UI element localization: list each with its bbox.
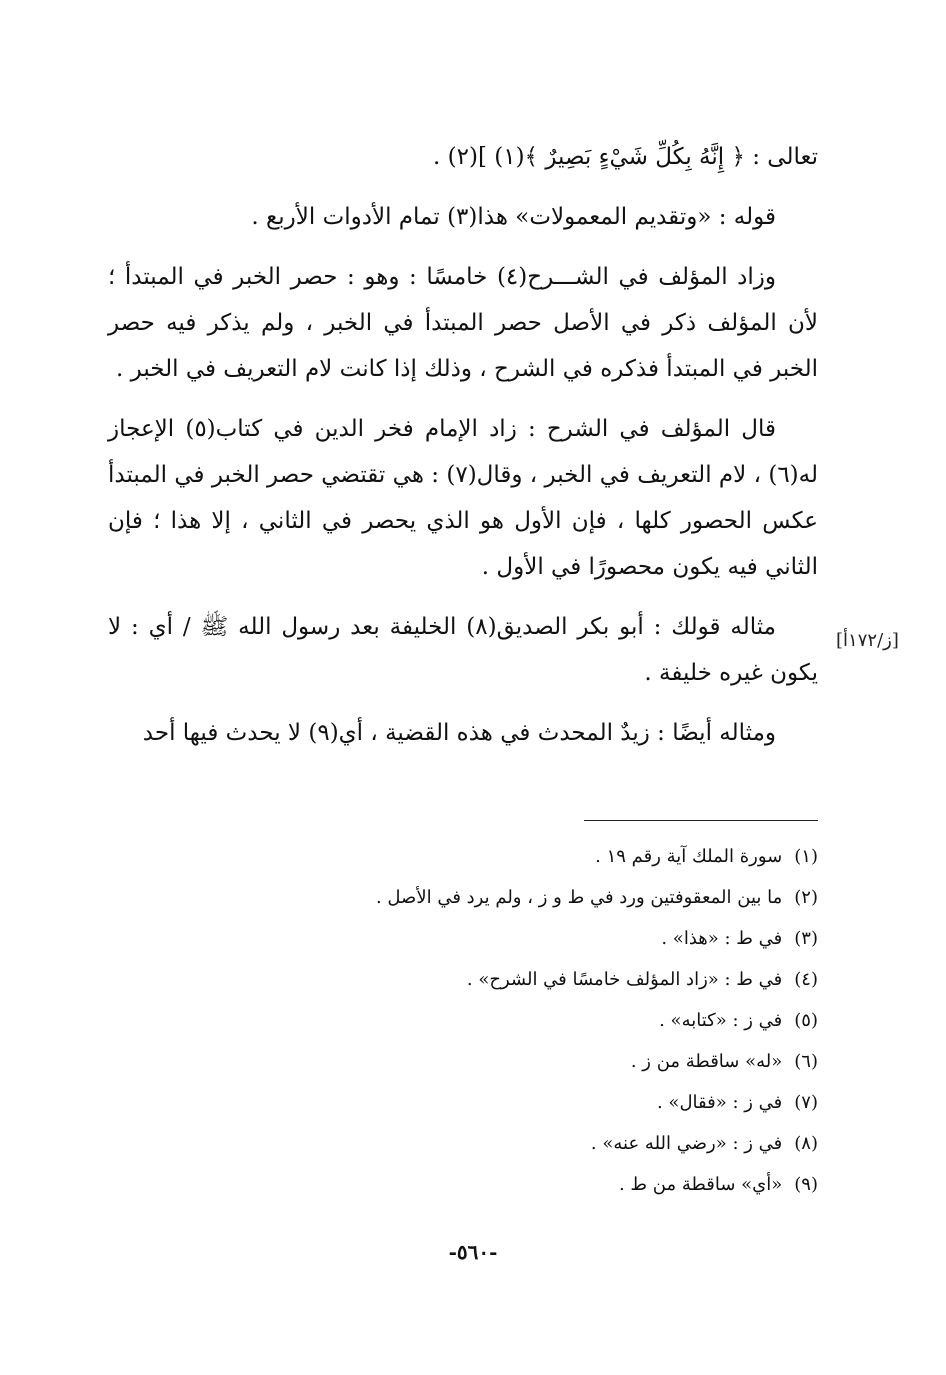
paragraph-3: وزاد المؤلف في الشـــرح(٤) خامسًا : وهو : حصر الخبر في المبتدأ ؛ لأن المؤلف ذكر في الأصل حصر المبتدأ في الخبر ، ولم يذكر فيه حصر الخبر في المبتدأ فذكره في الشرح ، وذلك إذا كانت لام التعريف في الخبر . (108, 264, 818, 382)
footnote-text: في ط : «زاد المؤلف خامسًا في الشرح» . (466, 969, 783, 990)
footnote-separator (584, 820, 818, 821)
footnote (300, 918, 818, 959)
footnote-text: ما بين المعقوفتين ورد في ط و ز ، ولم يرد في الأصل . (375, 887, 783, 908)
footnote (300, 1164, 818, 1205)
footnote (300, 1123, 818, 1164)
footnote-number: (٦) (794, 1051, 818, 1072)
footnote-text: في ط : «هذا» . (661, 928, 783, 949)
footnote (300, 836, 818, 877)
footnote (300, 1082, 818, 1123)
footnote-text: في ز : «كتابه» . (659, 1010, 783, 1031)
paragraph-6: ومثاله أيضًا : زيدٌ المحدث في هذه القضية ، أي(٩) لا يحدث فيها أحد (142, 720, 776, 746)
footnote-text: «أي» ساقطة من ط . (618, 1174, 783, 1195)
footnote (300, 877, 818, 918)
footnote-number: (٥) (794, 1010, 818, 1031)
footnote (300, 1041, 818, 1082)
paragraph-1: تعالى : ﴿ إِنَّهُ بِكُلِّ شَيْءٍ بَصِيرٌ ﴾(١) ](٢) . (433, 144, 818, 170)
paragraph-2: قوله : «وتقديم المعمولات» هذا(٣) تمام الأدوات الأربع . (251, 204, 776, 230)
footnote-text: سورة الملك آية رقم ١٩ . (595, 846, 783, 867)
page-number: -٥٦٠- (448, 1240, 498, 1264)
footnote-number: (٩) (794, 1174, 818, 1195)
footnote-number: (٤) (794, 969, 818, 990)
main-text (108, 134, 818, 770)
paragraph-5: مثاله قولك : أبو بكر الصديق(٨) الخليفة بعد رسول الله ﷺ / أي : لا يكون غيره خليفة . (108, 614, 818, 686)
footnote-number: (٧) (794, 1092, 818, 1113)
footnote-text: في ز : «رضي الله عنه» . (590, 1133, 783, 1154)
paragraph-4: قال المؤلف في الشرح : زاد الإمام فخر الدين في كتاب(٥) الإعجاز له(٦) ، لام التعريف في الخبر ، وقال(٧) : هي تقتضي حصر الخبر في المبتدأ عكس الحصور كلها ، فإن الأول هو الذي يحصر في الثاني ، إلا هذا ؛ فإن الثاني فيه يكون محصورًا في الأول . (108, 416, 818, 580)
footnotes (300, 836, 818, 1205)
footnote-number: (٣) (794, 928, 818, 949)
manuscript-folio-reference: [ز/١٧٢أ] (836, 630, 899, 651)
footnote-text: «له» ساقطة من ز . (630, 1051, 783, 1072)
footnote (300, 959, 818, 1000)
footnote-number: (٢) (794, 887, 818, 908)
footnote-number: (١) (794, 846, 818, 867)
footnote-number: (٨) (794, 1133, 818, 1154)
footnote-text: في ز : «فقال» . (656, 1092, 783, 1113)
footnote (300, 1000, 818, 1041)
